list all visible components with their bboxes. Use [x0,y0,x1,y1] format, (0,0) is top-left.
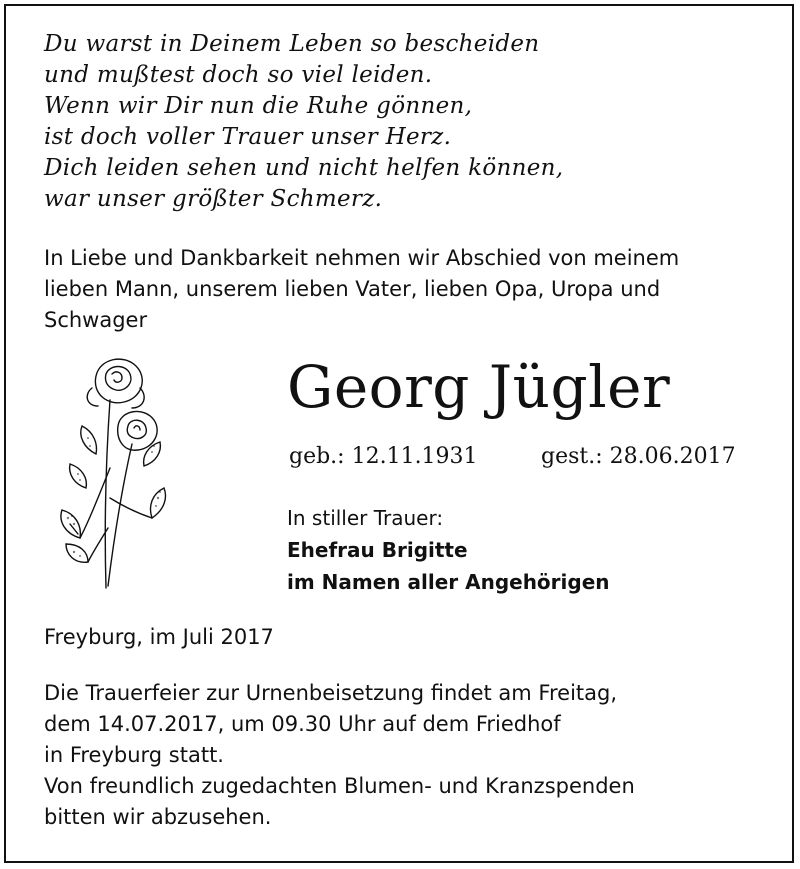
poem-line: ist doch voller Trauer unser Herz. [44,124,452,150]
mourners-heading: In stiller Trauer: [287,506,444,530]
poem [44,29,563,215]
mourner-line: Ehefrau Brigitte [287,538,468,562]
funeral-line: Von freundlich zugedachten Blumen- und Kranzspenden [44,774,635,798]
birth-date: geb.: 12.11.1931 [289,444,478,469]
poem-line: Wenn wir Dir nun die Ruhe gönnen, [44,93,473,119]
funeral-line: bitten wir abzusehen. [44,805,272,829]
intro-line: Schwager [44,308,148,332]
life-dates [289,442,749,472]
place-date: Freyburg, im Juli 2017 [44,625,274,649]
deceased-name: Georg Jügler [287,353,671,421]
funeral-line: Die Trauerfeier zur Urnenbeisetzung findet am Freitag, [44,681,618,705]
mourner-line: im Namen aller Angehörigen [287,570,610,594]
funeral-line: in Freyburg statt. [44,743,224,767]
intro-text [44,243,764,336]
poem-line: war unser größter Schmerz. [44,186,383,212]
mourners-block [287,502,610,598]
intro-line: In Liebe und Dankbarkeit nehmen wir Abschied von meinem [44,246,680,270]
poem-line: Dich leiden sehen und nicht helfen können, [44,155,564,181]
poem-line: Du warst in Deinem Leben so bescheiden [44,31,540,57]
rose-icon [48,348,170,596]
intro-line: lieben Mann, unserem lieben Vater, lieben Opa, Uropa und [44,277,661,301]
poem-line: und mußtest doch so viel leiden. [44,62,433,88]
death-date: gest.: 28.06.2017 [541,444,736,469]
funeral-notice [44,678,764,833]
funeral-line: dem 14.07.2017, um 09.30 Uhr auf dem Friedhof [44,712,561,736]
